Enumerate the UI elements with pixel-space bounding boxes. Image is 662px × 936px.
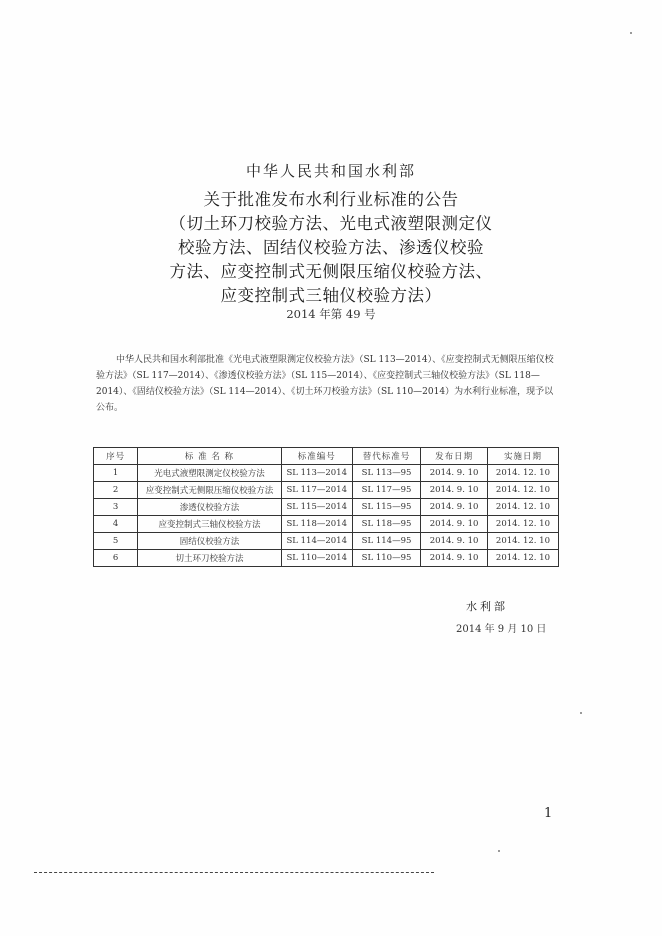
cell-index: 5	[94, 533, 138, 550]
cell-code: SL 114—2014	[281, 533, 352, 550]
cell-code: SL 118—2014	[281, 516, 352, 533]
cell-index: 2	[94, 482, 138, 499]
cell-replaced: SL 110—95	[352, 550, 420, 567]
cell-replaced: SL 113—95	[352, 465, 420, 482]
cell-issue-date: 2014. 9. 10	[421, 499, 488, 516]
cell-effective-date: 2014. 12. 10	[487, 465, 558, 482]
table-row	[94, 465, 559, 482]
cell-name: 切土环刀校验方法	[138, 550, 281, 567]
scan-artifact-line	[34, 872, 434, 873]
col-header-effective-date: 实施日期	[487, 448, 558, 465]
title-line: 关于批准发布水利行业标准的公告	[203, 190, 459, 209]
scan-speck	[580, 712, 582, 714]
cell-name: 固结仪校验方法	[138, 533, 281, 550]
body-text	[96, 352, 554, 416]
cell-code: SL 117—2014	[281, 482, 352, 499]
title-line: 校验方法、固结仪校验方法、渗透仪校验	[178, 238, 484, 257]
cell-effective-date: 2014. 12. 10	[487, 516, 558, 533]
announcement-number: 2014 年第 49 号	[286, 307, 376, 321]
col-header-issue-date: 发布日期	[421, 448, 488, 465]
table-row	[94, 482, 559, 499]
table-header-row	[94, 448, 559, 465]
cell-replaced: SL 114—95	[352, 533, 420, 550]
cell-effective-date: 2014. 12. 10	[487, 482, 558, 499]
cell-code: SL 115—2014	[281, 499, 352, 516]
signature-org: 水利部	[466, 600, 508, 613]
standards-table	[93, 447, 559, 567]
ministry-heading: 中华人民共和国水利部	[245, 162, 416, 180]
title-line: 方法、应变控制式无侧限压缩仪校验方法、	[169, 262, 493, 281]
announcement-title	[0, 188, 662, 308]
title-line: （切土环刀校验方法、光电式液塑限测定仪	[169, 214, 493, 233]
cell-code: SL 110—2014	[281, 550, 352, 567]
cell-effective-date: 2014. 12. 10	[487, 499, 558, 516]
table-row	[94, 533, 559, 550]
cell-name: 应变控制式三轴仪校验方法	[138, 516, 281, 533]
cell-index: 3	[94, 499, 138, 516]
cell-issue-date: 2014. 9. 10	[421, 533, 488, 550]
cell-name: 渗透仪校验方法	[138, 499, 281, 516]
cell-issue-date: 2014. 9. 10	[421, 550, 488, 567]
cell-name: 光电式液塑限测定仪校验方法	[138, 465, 281, 482]
cell-effective-date: 2014. 12. 10	[487, 533, 558, 550]
cell-replaced: SL 117—95	[352, 482, 420, 499]
cell-index: 6	[94, 550, 138, 567]
col-header-name: 标 准 名 称	[138, 448, 281, 465]
table-row	[94, 550, 559, 567]
scan-speck	[630, 32, 632, 34]
cell-issue-date: 2014. 9. 10	[421, 516, 488, 533]
table-row	[94, 516, 559, 533]
col-header-index: 序号	[94, 448, 138, 465]
page-number: 1	[544, 806, 553, 821]
title-line: 应变控制式三轴仪校验方法）	[220, 286, 442, 305]
cell-replaced: SL 118—95	[352, 516, 420, 533]
cell-index: 4	[94, 516, 138, 533]
table-row	[94, 499, 559, 516]
cell-issue-date: 2014. 9. 10	[421, 465, 488, 482]
scan-speck	[498, 850, 500, 852]
cell-name: 应变控制式无侧限压缩仪校验方法	[138, 482, 281, 499]
cell-code: SL 113—2014	[281, 465, 352, 482]
body-paragraph: 中华人民共和国水利部批准《光电式液塑限测定仪校验方法》（SL 113—2014）、《应变控制式无侧限压缩仪校验方法》（SL 117—2014）、《渗透仪校验方法》（SL 115—2014）、《应变控制式三轴仪校验方法》（SL 118—2014）、《固结仪校验方法》（SL 114—2014）、《切土环刀校验方法》（SL 110—2014）为水利行业标准，现予以公布。	[96, 355, 554, 413]
cell-effective-date: 2014. 12. 10	[487, 550, 558, 567]
cell-index: 1	[94, 465, 138, 482]
cell-replaced: SL 115—95	[352, 499, 420, 516]
cell-issue-date: 2014. 9. 10	[421, 482, 488, 499]
signature-date: 2014 年 9 月 10 日	[456, 624, 547, 635]
col-header-code: 标准编号	[281, 448, 352, 465]
col-header-replaced: 替代标准号	[352, 448, 420, 465]
